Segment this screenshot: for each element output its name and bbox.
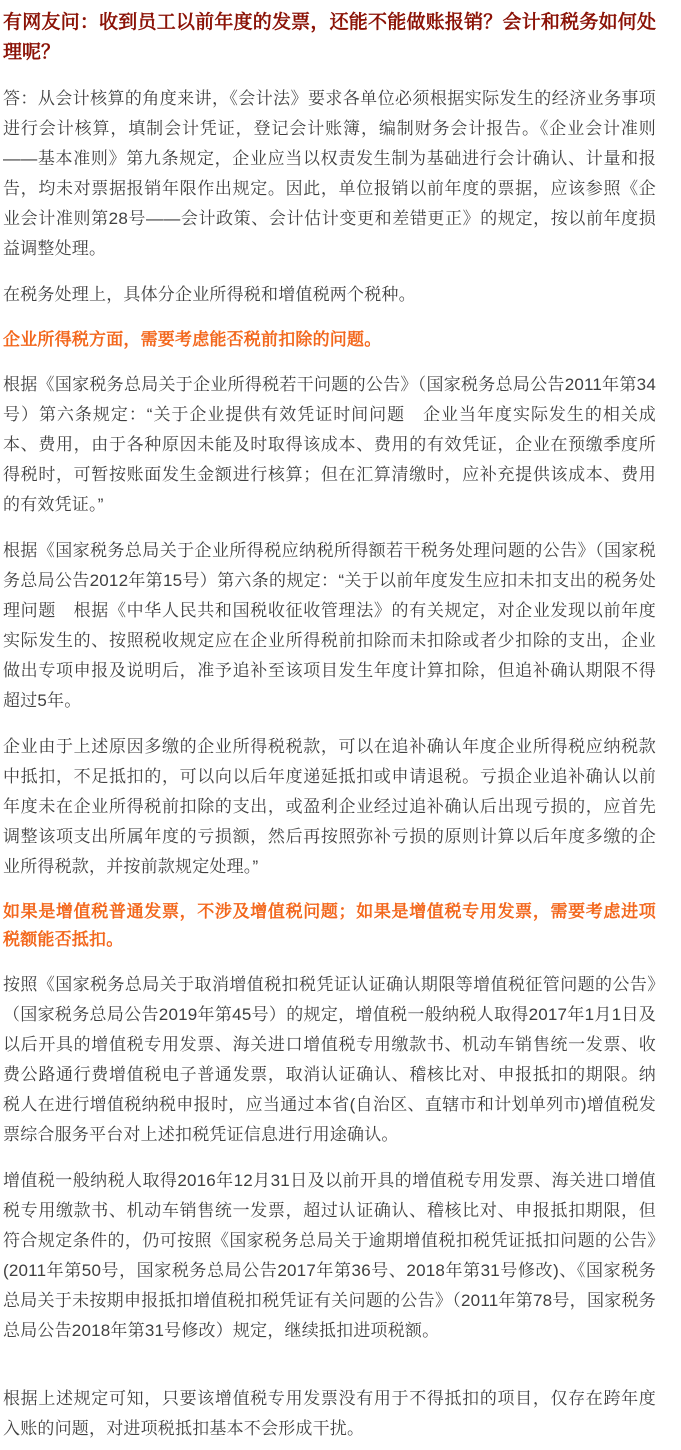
section-heading-income-tax: 企业所得税方面，需要考虑能否税前扣除的问题。	[3, 330, 382, 349]
paragraph-tax-intro: 在税务处理上，具体分企业所得税和增值税两个税种。	[3, 285, 416, 304]
paragraph-answer-accounting: 答：从会计核算的角度来讲，《会计法》要求各单位必须根据实际发生的经济业务事项进行会计核算，填制会计凭证，登记会计账簿，编制财务会计报告。《企业会计准则——基本准则》第九条规定，企业应当以权责发生制为基础进行会计确认、计量和报告，均未对票据报销年限作出规定。因此，单位报销以前年度的票据，应该参照《企业会计准则第28号——会计政策、会计估计变更和差错更正》的规定，按以前年度损益调整处理。	[3, 89, 656, 258]
paragraph-announcement-2019-45: 按照《国家税务总局关于取消增值税扣税凭证认证确认期限等增值税征管问题的公告》（国家税务总局公告2019年第45号）的规定，增值税一般纳税人取得2017年1月1日及以后开具的增值税专用发票、海关进口增值税专用缴款书、机动车销售统一发票、收费公路通行费增值税电子普通发票，取消认证确认、稽核比对、申报抵扣的期限。纳税人在进行增值税纳税申报时，应当通过本省(自治区、直辖市和计划单列市)增值税发票综合服务平台对上述扣税凭证信息进行用途确认。	[3, 975, 656, 1144]
paragraph-announcement-2011-34: 根据《国家税务总局关于企业所得税若干问题的公告》（国家税务总局公告2011年第34号）第六条规定：“关于企业提供有效凭证时间问题 企业当年度实际发生的相关成本、费用，由于各种原因未能及时取得该成本、费用的有效凭证，企业在预缴季度所得税时，可暂按账面发生金额进行核算；但在汇算清缴时，应补充提供该成本、费用的有效凭证。”	[3, 375, 656, 514]
paragraph-conclusion: 根据上述规定可知，只要该增值税专用发票没有用于不得抵扣的项目，仅存在跨年度入账的问题，对进项税抵扣基本不会形成干扰。	[3, 1389, 656, 1438]
paragraph-pre-2017-vouchers: 增值税一般纳税人取得2016年12月31日及以前开具的增值税专用发票、海关进口增值税专用缴款书、机动车销售统一发票，超过认证确认、稽核比对、申报抵扣期限，但符合规定条件的，仍可按照《国家税务总局关于逾期增值税扣税凭证抵扣问题的公告》(2011年第50号，国家税务总局公告2017年第36号、2018年第31号修改)、《国家税务总局关于未按期申报抵扣增值税扣税凭证有关问题的公告》（2011年第78号，国家税务总局公告2018年第31号修改）规定，继续抵扣进项税额。	[3, 1171, 656, 1340]
paragraph-announcement-2012-15: 根据《国家税务总局关于企业所得税应纳税所得额若干税务处理问题的公告》（国家税务总局公告2012年第15号）第六条的规定：“关于以前年度发生应扣未扣支出的税务处理问题 根据《中华人民共和国税收征收管理法》的有关规定，对企业发现以前年度实际发生的、按照税收规定应在企业所得税前扣除而未扣除或者少扣除的支出，企业做出专项申报及说明后，准予追补至该项目发生年度计算扣除，但追补确认期限不得超过5年。	[3, 541, 656, 710]
article-body	[3, 8, 656, 1444]
paragraph-overpaid-tax-treatment: 企业由于上述原因多缴的企业所得税税款，可以在追补确认年度企业所得税应纳税款中抵扣，不足抵扣的，可以向以后年度递延抵扣或申请退税。亏损企业追补确认以前年度未在企业所得税前扣除的支出，或盈利企业经过追补确认后出现亏损的，应首先调整该项支出所属年度的亏损额，然后再按照弥补亏损的原则计算以后年度多缴的企业所得税款，并按前款规定处理。”	[3, 737, 656, 876]
section-heading-vat: 如果是增值税普通发票，不涉及增值税问题；如果是增值税专用发票，需要考虑进项税额能否抵扣。	[3, 902, 656, 949]
article-title: 有网友问：收到员工以前年度的发票，还能不能做账报销？会计和税务如何处理呢？	[3, 12, 656, 63]
